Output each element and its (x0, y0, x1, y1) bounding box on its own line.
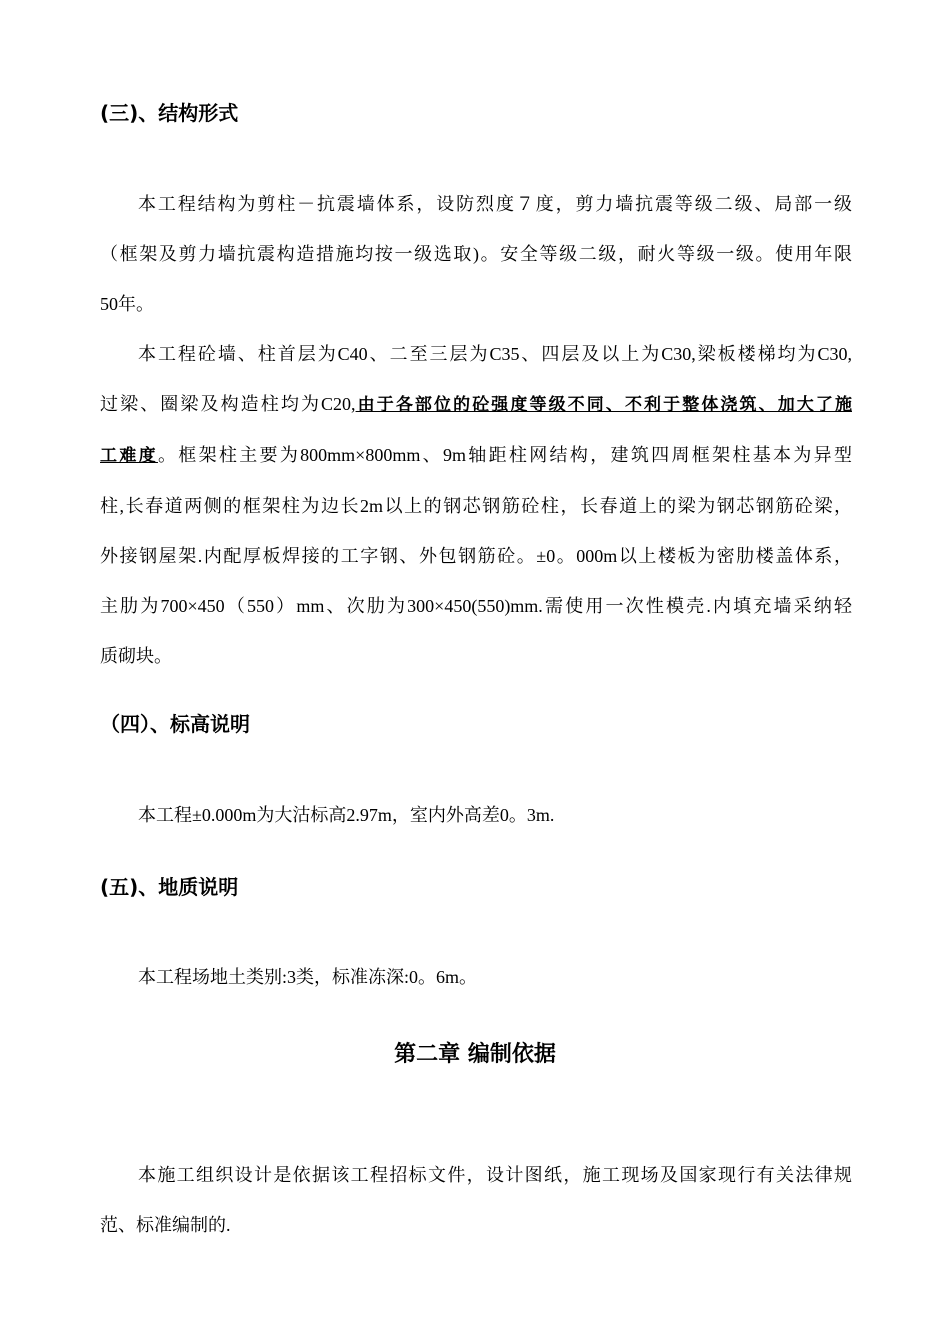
text-line: 本工程砼墙、柱首层为C40、二至三层为C35、四层及以上为C30,梁板楼梯均为C30, (138, 344, 852, 364)
chapter-title: 第二章 编制依据 (394, 1042, 556, 1067)
emphasized-text: 工难度 (100, 446, 158, 466)
paragraph-elevation (100, 790, 852, 840)
text-line (100, 379, 852, 430)
paragraph-geology (100, 952, 852, 1002)
text-line: 主肋为700×450（550）mm、次肋为300×450(550)mm.需使用一次性模壳.内填充墙采纳轻 (100, 596, 852, 616)
text-line: 外接钢屋架.内配厚板焊接的工字钢、外包钢筋砼。±0。000m以上楼板为密肋楼盖体系， (100, 546, 852, 566)
text-line: 50年。 (100, 294, 154, 314)
text-span: 过梁、圈梁及构造柱均为C20, (100, 394, 356, 414)
text-line: 本工程结构为剪柱－抗震墙体系，设防烈度７度，剪力墙抗震等级二级、局部一级 (138, 194, 852, 214)
text-line: 范、标准编制的. (100, 1215, 231, 1235)
paragraph-structure-system (100, 179, 852, 329)
paragraph-basis (100, 1150, 852, 1250)
text-line: （框架及剪力墙抗震构造措施均按一级选取)。安全等级二级，耐火等级一级。使用年限 (100, 244, 852, 264)
text-span: 。框架柱主要为800mm×800mm、9m轴距柱网结构，建筑四周框架柱基本为异型 (157, 445, 852, 465)
section-heading-elevation: （四）、标高说明 (100, 712, 250, 736)
text-line: 本施工组织设计是依据该工程招标文件，设计图纸，施工现场及国家现行有关法律规 (138, 1165, 852, 1185)
text-line: 本工程±0.000m为大沽标高2.97m，室内外高差0。3m. (138, 805, 555, 825)
paragraph-concrete-grades (100, 329, 852, 681)
section-heading-geology: (五)、地质说明 (100, 875, 239, 899)
text-line: 柱,长春道两侧的框架柱为边长2m以上的钢芯钢筋砼柱，长春道上的梁为钢芯钢筋砼梁， (100, 496, 852, 516)
text-line: 质砌块。 (100, 646, 172, 666)
text-line (100, 430, 852, 481)
emphasized-text: 由于各部位的砼强度等级不同、不利于整体浇筑、加大了施 (355, 395, 852, 415)
section-heading-structure: (三)、结构形式 (100, 101, 239, 125)
text-line: 本工程场地土类别:3类，标准冻深:0。6m。 (138, 967, 478, 987)
